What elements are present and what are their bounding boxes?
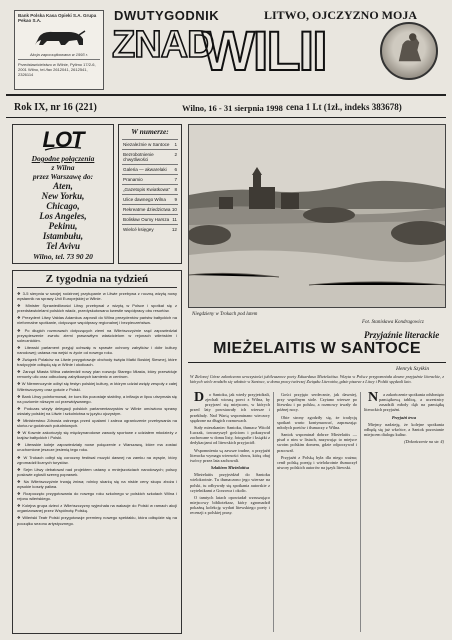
index-item-page: 1 xyxy=(174,142,177,147)
index-item-label: Galeria — akwarelaki xyxy=(123,167,167,172)
issue-info-bar xyxy=(6,102,446,116)
sponsor-top-text: Bank Polska Kasa Opieki S.A. Grupa Pekao S.A. xyxy=(18,13,97,23)
article-subheading: Szlakiem Mieżelaitisa xyxy=(210,465,250,471)
index-item-label: Ulice dawnego Wilna xyxy=(123,197,166,202)
issue-dates: Wilno, 16 - 31 sierpnia 1998 xyxy=(182,103,283,113)
table-of-contents xyxy=(118,124,182,264)
front-photo xyxy=(188,124,446,308)
news-item: ❖ Litewskie koleje zapowiedziały nowe połączenie z Warszawą, które ma zostać uruchomione jeszcze jesienią tego roku. xyxy=(17,442,177,452)
masthead xyxy=(6,4,446,100)
news-digest xyxy=(12,270,182,634)
sponsor-middle-text: Akcja zapoczątkowana w 1993 r. xyxy=(29,52,89,57)
lot-city: Pekinu, xyxy=(48,221,78,231)
index-item-page: 9 xyxy=(174,197,177,202)
newspaper-front-page xyxy=(6,4,446,636)
index-item-label: Wielcé księgey xyxy=(123,227,154,232)
news-item: ❖ Litewski parlament przyjął uchwałę w sprawie ochrony zabytków i dóbr kultury narodowej; ustawa ma wejść w życie od nowego roku. xyxy=(17,345,177,355)
index-item[interactable] xyxy=(122,204,178,214)
news-item: ❖ Bank Litwy poinformował, że kurs lita pozostaje stabilny, a inflacja w lipcu utrzymała się na poziomie niższym od przewidywanego. xyxy=(17,394,177,404)
index-item[interactable] xyxy=(122,139,178,149)
article-paragraph: O tamtych latach opowiadał wzruszająco miejscowy bibliotekarz, który zgromadził pokaźną kolekcję wydań litewskiego poety i recenzji z polskiej prasy. xyxy=(190,494,270,516)
sponsor-box xyxy=(14,10,104,90)
column-rule xyxy=(360,392,361,632)
lot-contact: Wilno, tel. 73 90 20 xyxy=(33,252,93,261)
lot-line2: z Wilna xyxy=(51,163,75,172)
index-item-label: Rekreatme dziedzictwa xyxy=(123,207,171,212)
index-item[interactable] xyxy=(122,224,178,234)
lot-city: Chicago, xyxy=(46,201,80,211)
news-item: ❖ Minister Sprawiedliwości Litwy przebywał z wizytą w Polsce i spotkał się z przedstawicielami polskich władz, przedyskutowano kwestie współpracy obu resortów. xyxy=(17,303,177,313)
index-item-label: Bolisław Oumy Harsza xyxy=(123,217,170,222)
issue-volume: Rok IX, nr 16 (221) xyxy=(14,102,97,113)
article-paragraph: Miejmy nadzieję, że kolejne spotkania odbędą się już wkrótce, a Santok pozostanie miejscem dialogu kultur. xyxy=(364,421,444,438)
index-item-label: Bezrobotnienie chwytliwości xyxy=(123,152,154,162)
lot-logo: LOT xyxy=(42,127,84,152)
lot-city: Aten, xyxy=(53,181,73,191)
lot-city: Los Angeles, xyxy=(39,211,87,221)
sponsor-bottom-text: Przedstawicielstwo w Wilnie, Pylimo 17/2-6, 2001 Wilno, tel./fax 2612041, 2612541, 2326114 xyxy=(18,59,100,77)
article-author: Henryk Szyłkin xyxy=(396,366,430,372)
index-item-page: 2 xyxy=(174,152,177,157)
news-item: ❖ Na Wileńszczyźnie trwają żniwa; rolnicy skarżą się na niskie ceny skupu zboża i wysokie koszty paliwa. xyxy=(17,479,177,489)
issue-rule xyxy=(6,117,446,118)
photo-caption: Niegdzieny w Trokach pod latem xyxy=(192,312,258,317)
article-paragraph: Na zakończenie spotkania odsłonięto pamiątkową tablicę, a uczestnicy zasadzili młody dąb na pamiątkę literackich przyjaźni. xyxy=(364,392,444,413)
article-paragraph: Santok wspominał dobrze Mieżelaitis — pisał o nim w listach, nazywając to miejsce swoim polskim domem, gdzie odpoczywał i pracował. xyxy=(277,432,357,453)
index-item[interactable] xyxy=(122,214,178,224)
lot-city: New Yorku, xyxy=(41,191,85,201)
index-item[interactable] xyxy=(122,184,178,194)
index-item-label: Pranamio xyxy=(123,177,143,182)
article-column-3 xyxy=(364,392,444,634)
issue-price: cena 1 Lt (1zł., indeks 383678) xyxy=(286,102,402,112)
news-item: ❖ Po długich rozmowach dotyczących ziemi na Wileńszczyźnie rząd zapowiedział przyspieszenie zwrotu ziemi prawowitym właścicielom w rejonach wileńskim i solecznickim. xyxy=(17,328,177,343)
index-item-page: 11 xyxy=(172,217,177,222)
news-list xyxy=(17,291,177,526)
masthead-rule xyxy=(6,94,446,96)
index-item-page: 7 xyxy=(174,177,177,182)
news-item: ❖ Rozpoczęto przygotowania do nowego roku szkolnego w polskich szkołach Wilna i rejonu wileńskiego. xyxy=(17,491,177,501)
article-headline[interactable]: MIEŻELAITIS W SANTOCE xyxy=(213,340,421,357)
article-paragraph: Gości przyjęto serdecznie, jak dawniej, przy wspólnym stole. Czytano wiersze po litewsku i po polsku, a rozmowy trwały do późnej nocy. xyxy=(277,392,357,413)
article-paragraph: Do Santoku, jak wtedy przyjeżdżali, zjechali wiosną poeci z Wilna, by przyjrzeć się miejscom, w których przed laty powstawały ich wiersze i przekłady. Nad Wartą wspominano wieczory spędzone na długich rozmowach. xyxy=(190,392,270,423)
news-item: ❖ Kolejna grupa dzieci z Wileńszczyzny wyjechała na wakacje do Polski w ramach akcji organizowanej przez Wspólnotę Polską. xyxy=(17,503,177,513)
index-item-page: 10 xyxy=(171,207,177,212)
news-item: ❖ Wileński Teatr Polski przygotowuje premierę nowego spektaklu, która odbędzie się na początku sezonu artystycznego. xyxy=(17,515,177,525)
news-item: ❖ Zarząd Miasta Wilna zatwierdził nowy plan rozwoju Starego Miasta, który przewiduje remonty ulic oraz odbudowę zabytkowych kamienic w centrum. xyxy=(17,369,177,379)
masthead-motto: LITWO, OJCZYZNO MOJA xyxy=(264,8,418,22)
headline-rule xyxy=(188,362,446,363)
news-item: ❖ Ministerstwo Zdrowia ostrzega przed upałami i zaleca ograniczenie przebywania na słońcu w godzinach południowych. xyxy=(17,418,177,428)
news-item: ❖ W Kownie zakończyły się międzynarodowe zawody sportowe z udziałem młodzieży z krajów bałtyckich i Polski. xyxy=(17,430,177,440)
index-item[interactable] xyxy=(122,164,178,174)
index-item-label: „Gazetopis Kwiatkowa” xyxy=(123,187,170,192)
column-rule xyxy=(273,392,274,632)
article-paragraph: Stały mieszkaniec Santoku, tłumacz Witold Łuczak, towarzyszył gościom i pokazywał zachowane w domu listy, fotografie i książki z dedykacjami od litewskich przyjaciół. xyxy=(190,424,270,446)
article-paragraph: Przyjaźń z Polską była dla niego ważna; cenił polską poezję i wielokrotnie tłumaczył utwory polskich autorów na język litewski. xyxy=(277,454,357,471)
index-item-label: Niezależnie w Santoce xyxy=(123,142,170,147)
index-item-page: 12 xyxy=(171,227,177,232)
lot-advertisement xyxy=(12,124,114,264)
article-paragraph: Wspomnienia są zawsze trudne, a przyjaźń literacka wymaga wierności słowu, którą obaj twórcy przez lata zachowali. xyxy=(190,447,270,463)
news-item: ❖ Podczas wizyty delegacji polskich parlamentarzystów w Wilnie omówiono sprawy oświaty polskiej na Litwie i szkolnictwa w języku ojczystym. xyxy=(17,406,177,416)
news-item: ❖ W Trokach odbył się coroczny festiwal muzyki dawnej na zamku na wyspie, który zgromadził licznych turystów. xyxy=(17,455,177,465)
article-continued[interactable]: (Dokończenie na str. 4) xyxy=(404,439,444,445)
lot-city: Istambułu, xyxy=(42,231,84,241)
news-item: ❖ 3-5 sierpnia w swojej rodzinnej przytupanie w Litwie przebywa z roczną wizytą nowy wysłannik na sprawy Unii Europejskiej w Wilnie. xyxy=(17,291,177,301)
news-digest-title: Z tygodnia na tydzień xyxy=(17,273,177,288)
bison-logo-icon xyxy=(29,27,89,49)
index-item-page: 6 xyxy=(174,167,177,172)
article-column-2 xyxy=(277,392,357,634)
title-logo-znad: ZNAD xyxy=(112,24,214,66)
publication-frequency: DWUTYGODNIK xyxy=(114,8,220,23)
news-item: ❖ Sejm Litwy debatował nad projektem ustawy o mniejszościach narodowych; polscy posłowie zgłosili szereg poprawek. xyxy=(17,467,177,477)
news-item: ❖ Prezydent Litwy Valdas Adamkus zaprosił do Wilna prezydentów państw bałtyckich na nieformalne spotkanie, dotyczące współpracy regionalnej i bezpieczeństwa. xyxy=(17,315,177,325)
coat-of-arms-icon xyxy=(380,22,438,80)
index-item[interactable] xyxy=(122,174,178,184)
article-subheading: Przyjaźń trwa xyxy=(391,414,417,420)
lot-line1: Dogodne połączenia xyxy=(31,154,95,163)
index-item-page: 8 xyxy=(174,187,177,192)
news-item: ❖ W Niemenczynie odbył się festyn polskiej kultury, w którym udział wzięły zespoły z całej Wileńszczyzny oraz goście z Polski. xyxy=(17,381,177,391)
article-paragraph: Mieżelaitis przyjeżdżał do Santoku wielokrotnie. Tu tłumaczono jego wiersze na polski, tu odbywały się spotkania autorskie z czytelnikami z Gorzowa i okolic. xyxy=(190,472,270,493)
index-item[interactable] xyxy=(122,149,178,164)
index-item[interactable] xyxy=(122,194,178,204)
article-lead: W Zielonej Górze zakończono uroczystości jubileuszowe poety Eduardasa Mieżelaitisa. Wizyta w Polsce przypomniała dawne przyjaźnie literackie, z których wiele zrodziło się właśnie w Santoce, w domu pracy twórczej Związku Literatów, gdzie pisarze z Litwy i Polski spędzali lato. xyxy=(190,374,444,384)
article-kicker: Przyjaźnie literackie xyxy=(364,330,440,340)
index-title: W numerze: xyxy=(131,127,169,136)
lot-city: Tel Avivu xyxy=(46,241,80,251)
lot-line3: przez Warszawę do: xyxy=(32,172,94,181)
article-column-1 xyxy=(190,392,270,634)
photo-credit: Fot. Stanisława Kondragowicz xyxy=(362,320,424,325)
news-item: ❖ Związek Polaków na Litwie przygotowuje obchody święta Matki Boskiej Siewnej, które tradycyjnie odbędą się w Wilnie i okolicach. xyxy=(17,357,177,367)
title-logo-wilii: WILII xyxy=(202,19,326,82)
article-paragraph: Obie strony zgodziły się, że tradycję spotkań warto kontynuować, zapraszając młodych poetów i tłumaczy z Wilna. xyxy=(277,414,357,430)
